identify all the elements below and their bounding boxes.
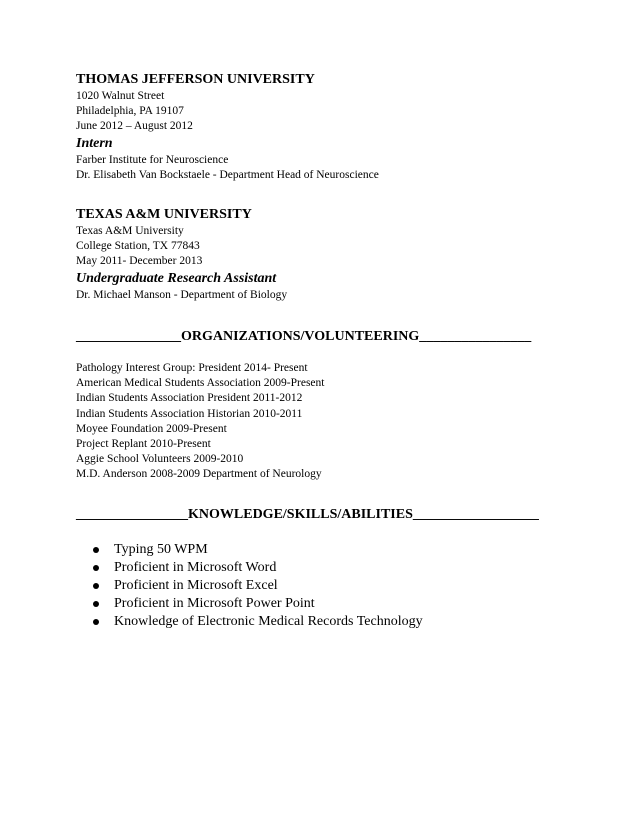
tju-name: THOMAS JEFFERSON UNIVERSITY (76, 72, 315, 87)
tju-address-line-2: Philadelphia, PA 19107 (76, 105, 184, 118)
skills-section (76, 506, 576, 524)
tamu-line-1: Texas A&M University (76, 225, 184, 237)
skill-text: Proficient in Microsoft Excel (114, 578, 278, 593)
bullet-icon (93, 601, 99, 607)
tamu-role: Undergraduate Research Assistant (76, 270, 277, 286)
tamu-name: TEXAS A&M UNIVERSITY (76, 207, 252, 222)
skill-item (76, 559, 576, 577)
organization-item: Indian Students Association Historian 2010-2011 (76, 407, 303, 420)
bullet-icon (93, 619, 99, 625)
skills-list (76, 541, 576, 631)
tamu-line-2: College Station, TX 77843 (76, 240, 200, 253)
tju-section (76, 71, 576, 183)
organizations-heading: _______________ORGANIZATIONS/VOLUNTEERING________________ (76, 329, 532, 344)
organizations-section (76, 328, 576, 346)
tju-dates: June 2012 – August 2012 (76, 120, 193, 133)
skill-text: Proficient in Microsoft Power Point (114, 596, 315, 611)
organizations-list (76, 361, 576, 483)
skill-item (76, 595, 576, 613)
tju-supervisor: Dr. Elisabeth Van Bockstaele - Department Head of Neuroscience (76, 168, 379, 181)
bullet-icon (93, 547, 99, 553)
tamu-dates: May 2011- December 2013 (76, 255, 203, 268)
skill-item (76, 577, 576, 595)
organization-item: Moyee Foundation 2009-Present (76, 422, 227, 435)
organization-item: Aggie School Volunteers 2009-2010 (76, 453, 244, 466)
tju-role: Intern (76, 135, 113, 151)
skill-text: Knowledge of Electronic Medical Records Technology (114, 614, 423, 629)
skill-text: Proficient in Microsoft Word (114, 560, 277, 575)
organization-item: Indian Students Association President 2011-2012 (76, 392, 303, 405)
organization-item: Project Replant 2010-Present (76, 437, 211, 450)
organization-item: American Medical Students Association 2009-Present (76, 377, 325, 390)
skill-text: Typing 50 WPM (114, 542, 208, 557)
tamu-supervisor: Dr. Michael Manson - Department of Biology (76, 288, 288, 301)
skills-heading: ________________KNOWLEDGE/SKILLS/ABILITIES__________________ (76, 507, 539, 522)
organization-item: M.D. Anderson 2008-2009 Department of Neurology (76, 468, 322, 481)
bullet-icon (93, 565, 99, 571)
tju-department: Farber Institute for Neuroscience (76, 153, 229, 166)
skill-item (76, 541, 576, 559)
bullet-icon (93, 583, 99, 589)
organization-item: Pathology Interest Group: President 2014- Present (76, 362, 308, 374)
tju-address-line-1: 1020 Walnut Street (76, 90, 165, 102)
tamu-section (76, 206, 576, 303)
skill-item (76, 613, 576, 631)
